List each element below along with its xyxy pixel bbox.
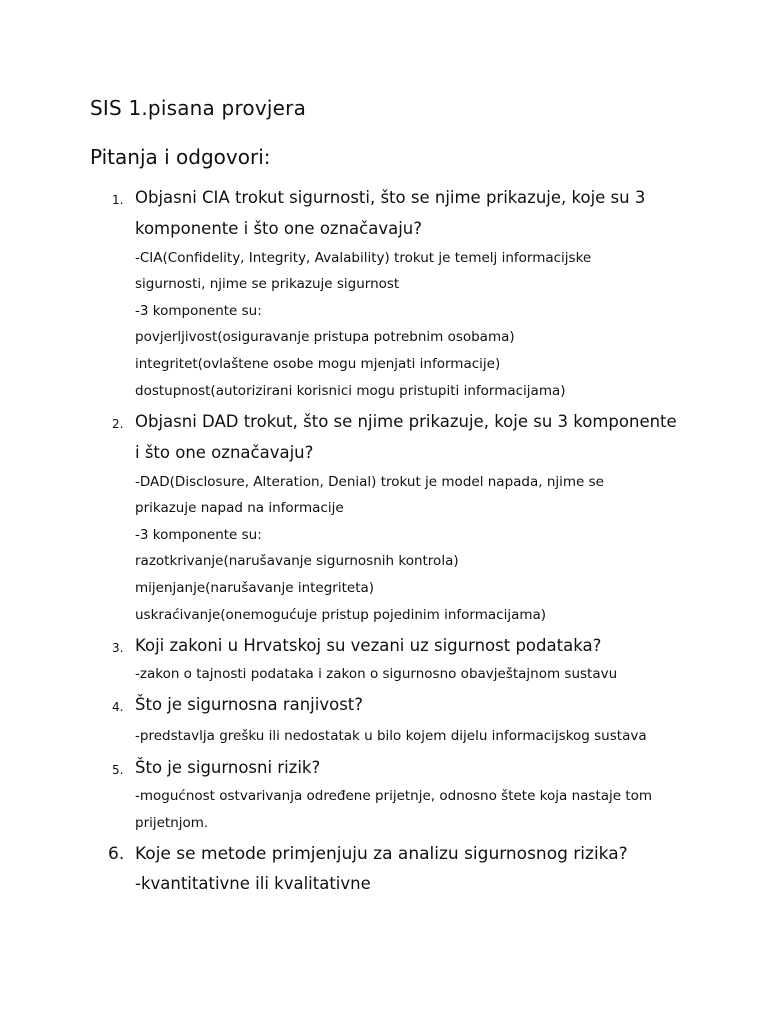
document-subtitle: Pitanja i odgovori:: [90, 145, 271, 169]
question-text-line: Što je sigurnosna ranjivost?: [135, 695, 364, 714]
answer-text-line: integritet(ovlaštene osobe mogu mjenjati informacije): [135, 356, 501, 372]
question-text-line: Koji zakoni u Hrvatskoj su vezani uz sigurnost podataka?: [135, 636, 602, 655]
answer-text-line: -kvantitativne ili kvalitativne: [135, 874, 371, 893]
answer-text-line: dostupnost(autorizirani korisnici mogu pristupiti informacijama): [135, 383, 566, 399]
answer-text-line: -zakon o tajnosti podataka i zakon o sigurnosno obavještajnom sustavu: [135, 666, 618, 682]
answer-text-line: uskraćivanje(onemogućuje pristup pojedinim informacijama): [135, 607, 547, 623]
answer-text-line: -DAD(Disclosure, Alteration, Denial) trokut je model napada, njime se: [135, 474, 604, 490]
question-text-line: i što one označavaju?: [135, 443, 314, 462]
question-text-line: Objasni CIA trokut sigurnosti, što se njime prikazuje, koje su 3: [135, 188, 646, 207]
question-number: 4.: [112, 700, 124, 714]
question-number: 5.: [112, 763, 124, 777]
answer-text-line: -3 komponente su:: [135, 527, 262, 543]
question-text-line: Objasni DAD trokut, što se njime prikazuje, koje su 3 komponente: [135, 412, 677, 431]
answer-text-line: prikazuje napad na informacije: [135, 500, 344, 516]
answer-text-line: -predstavlja grešku ili nedostatak u bilo kojem dijelu informacijskog sustava: [135, 728, 647, 744]
question-number: 3.: [112, 641, 124, 655]
answer-text-line: -CIA(Confidelity, Integrity, Avalability) trokut je temelj informacijske: [135, 250, 592, 266]
question-number: 1.: [112, 193, 124, 207]
answer-text-line: prijetnjom.: [135, 815, 209, 831]
question-number: 6.: [108, 844, 125, 864]
answer-text-line: mijenjanje(narušavanje integriteta): [135, 580, 375, 596]
answer-text-line: razotkrivanje(narušavanje sigurnosnih kontrola): [135, 553, 459, 569]
answer-text-line: -3 komponente su:: [135, 303, 262, 319]
question-number: 2.: [112, 417, 124, 431]
question-text-line: Što je sigurnosni rizik?: [135, 758, 321, 777]
answer-text-line: sigurnosti, njime se prikazuje sigurnost: [135, 276, 400, 292]
document-title: SIS 1.pisana provjera: [90, 96, 307, 120]
answer-text-line: povjerljivost(osiguravanje pristupa potrebnim osobama): [135, 329, 515, 345]
question-text-line: komponente i što one označavaju?: [135, 219, 423, 238]
question-text-line: Koje se metode primjenjuju za analizu sigurnosnog rizika?: [135, 844, 628, 864]
answer-text-line: -mogućnost ostvarivanja određene prijetnje, odnosno štete koja nastaje tom: [135, 788, 653, 804]
